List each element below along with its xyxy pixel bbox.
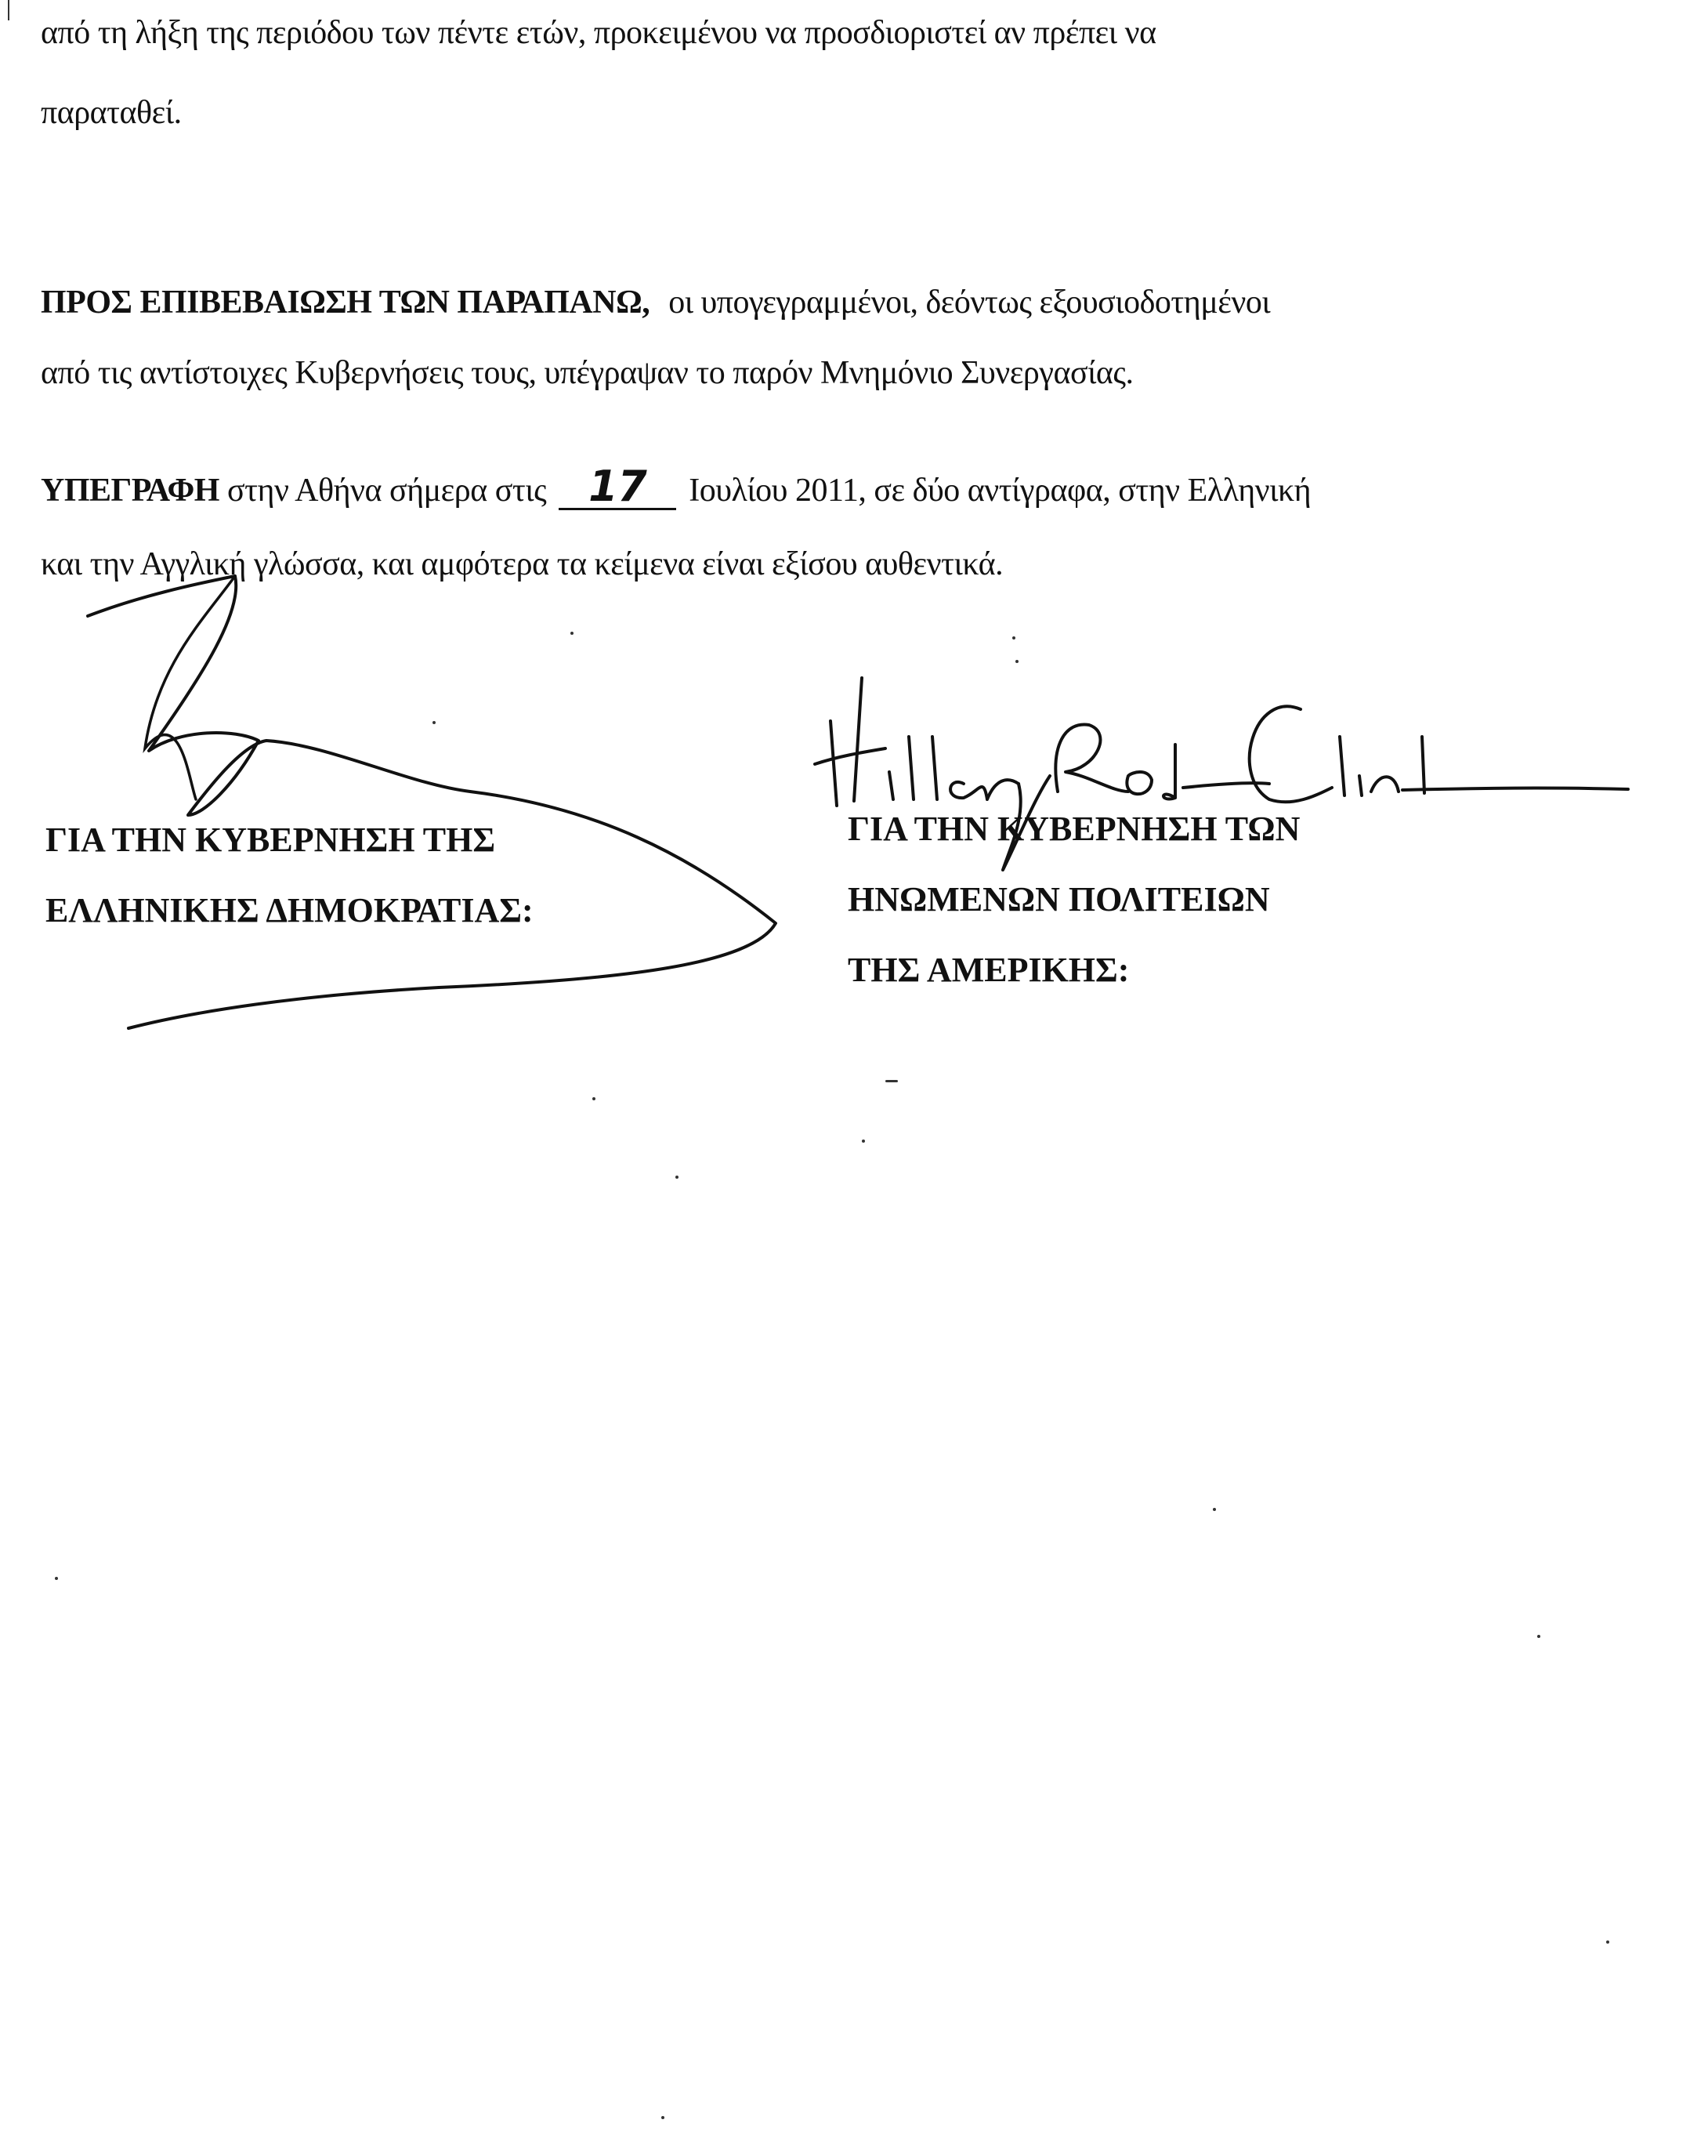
paragraph-3-line-1 (41, 462, 1312, 513)
left-signature-hook (145, 576, 235, 799)
paragraph-2-line-1-rest: οι υπογεγραμμένοι, δεόντως εξουσιοδοτημένοι (668, 284, 1271, 321)
paragraph-3-lead: ΥΠΕΓΡΑΦΗ (41, 473, 219, 509)
right-signatory-line-1: ΓΙΑ ΤΗΝ ΚΥΒΕΡΝΗΣΗ ΤΩΝ (848, 810, 1301, 848)
scan-speck (55, 1577, 58, 1580)
right-signatory-line-3: ΤΗΣ ΑΜΕΡΙΚΗΣ: (848, 951, 1130, 989)
paragraph-1-line-1: από τη λήξη της περιόδου των πέντε ετών, προκειμένου να προσδιοριστεί αν πρέπει να (41, 15, 1156, 51)
left-signature (88, 576, 776, 1028)
scan-speck (570, 632, 574, 635)
scan-speck (1537, 1635, 1540, 1638)
scan-speck (1606, 1940, 1609, 1944)
scan-speck (432, 721, 436, 724)
scan-speck (1015, 660, 1019, 663)
left-signatory-line-1: ΓΙΑ ΤΗΝ ΚΥΒΕΡΝΗΣΗ ΤΗΣ (45, 821, 496, 859)
right-signatory-line-2: ΗΝΩΜΕΝΩΝ ΠΟΛΙΤΕΙΩΝ (848, 880, 1270, 919)
date-field (559, 462, 676, 511)
scan-speck (675, 1176, 678, 1179)
scan-speck (862, 1140, 865, 1143)
scan-speck (1012, 636, 1015, 640)
paragraph-3-before-date: στην Αθήνα σήμερα στις (226, 473, 547, 509)
left-signatory-line-2: ΕΛΛΗΝΙΚΗΣ ΔΗΜΟΚΡΑΤΙΑΣ: (45, 891, 534, 929)
scan-speck (1213, 1508, 1216, 1511)
paragraph-1-line-2: παραταθεί. (41, 95, 182, 131)
scan-speck (661, 2116, 664, 2119)
scan-speck (885, 1080, 898, 1082)
paragraph-2-line-2: από τις αντίστοιχες Κυβερνήσεις τους, υπέγραψαν το παρόν Μνημόνιο Συνεργασίας. (41, 355, 1134, 391)
paragraph-3-line-2: και την Αγγλική γλώσσα, και αμφότερα τα κείμενα είναι εξίσου αυθεντικά. (41, 546, 1004, 582)
scan-speck (592, 1097, 595, 1100)
paragraph-2-line-1 (41, 281, 1270, 324)
margin-mark (8, 0, 9, 20)
paragraph-3-after-date: Ιουλίου 2011, σε δύο αντίγραφα, στην Ελληνική (689, 473, 1312, 509)
paragraph-2-lead: ΠΡΟΣ ΕΠΙΒΕΒΑΙΩΣΗ ΤΩΝ ΠΑΡΑΠΑΝΩ, (41, 284, 650, 321)
date-day-handwritten: 17 (588, 462, 647, 511)
